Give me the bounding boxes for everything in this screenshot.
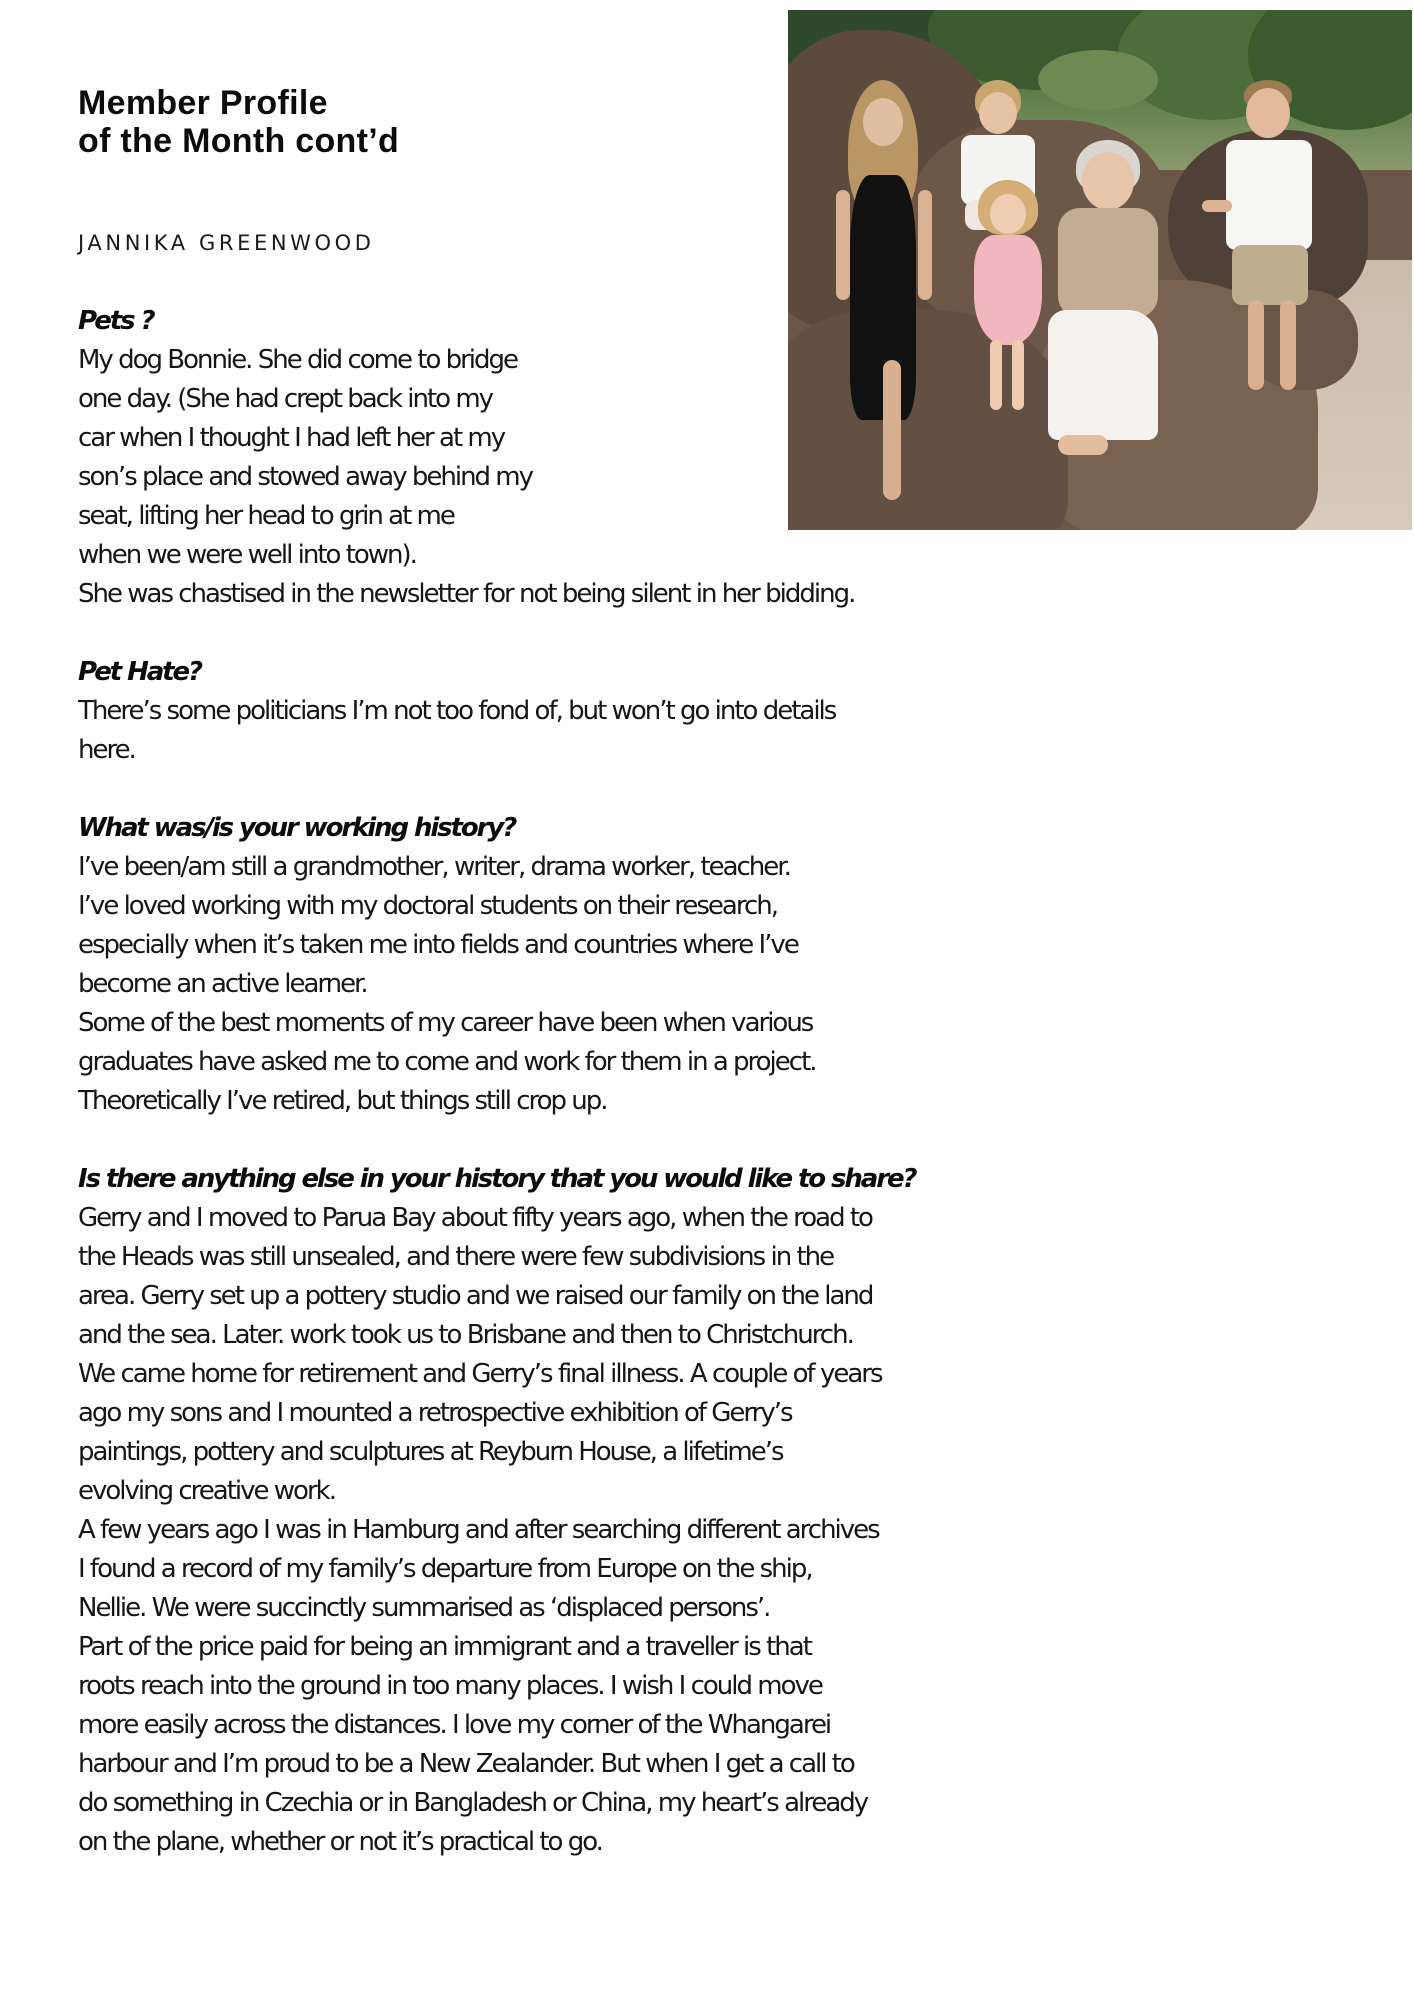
answer-line: more easily across the distances. I love my corner of the Whangarei xyxy=(78,1710,831,1740)
section-history-share xyxy=(78,1160,1318,1862)
answer-line: son’s place and stowed away behind my xyxy=(78,462,533,492)
foliage-clump xyxy=(1038,50,1158,110)
section-pet-hate xyxy=(78,653,1318,770)
answer-line: graduates have asked me to come and work for them in a project. xyxy=(78,1047,816,1077)
answer-line: ago my sons and I mounted a retrospective exhibition of Gerry’s xyxy=(78,1398,792,1428)
answer-line: become an active learner. xyxy=(78,969,367,999)
page-title-line-1: Member Profile xyxy=(78,84,328,122)
face xyxy=(990,194,1026,234)
question-heading: Pet Hate? xyxy=(78,657,202,687)
answer-line: I’ve been/am still a grandmother, writer, drama worker, teacher. xyxy=(78,852,790,882)
answer-line: the Heads was still unsealed, and there were few subdivisions in the xyxy=(78,1242,834,1272)
section-pets xyxy=(78,302,1318,614)
answer-line: Nellie. We were succinctly summarised as ‘displaced persons’. xyxy=(78,1593,770,1623)
face xyxy=(1082,152,1134,210)
answer-line: here. xyxy=(78,735,135,765)
answer-line: There’s some politicians I’m not too fond of, but won’t go into details xyxy=(78,696,836,726)
answer-line: She was chastised in the newsletter for not being silent in her bidding. xyxy=(78,579,855,609)
answer-line: Some of the best moments of my career have been when various xyxy=(78,1008,813,1038)
paragraph-gap xyxy=(78,1121,1318,1160)
shirt xyxy=(1226,140,1312,250)
answer-line: and the sea. Later. work took us to Brisbane and then to Christchurch. xyxy=(78,1320,853,1350)
answer-line: harbour and I’m proud to be a New Zealander. But when I get a call to xyxy=(78,1749,854,1779)
answer-line: Theoretically I’ve retired, but things still crop up. xyxy=(78,1086,607,1116)
answer-line: evolving creative work. xyxy=(78,1476,335,1506)
answer-line: on the plane, whether or not it’s practical to go. xyxy=(78,1827,602,1857)
question-heading: Pets ? xyxy=(78,306,154,336)
shorts xyxy=(1232,245,1308,305)
member-name-byline: JANNIKA GREENWOOD xyxy=(78,231,375,255)
arm xyxy=(1202,200,1232,212)
face xyxy=(863,98,903,146)
question-heading: Is there anything else in your history that you would like to share? xyxy=(78,1164,916,1194)
answer-line: A few years ago I was in Hamburg and after searching different archives xyxy=(78,1515,879,1545)
answer-line: My dog Bonnie. She did come to bridge xyxy=(78,345,518,375)
paragraph-gap xyxy=(78,614,1318,653)
profile-body xyxy=(78,302,1318,1862)
arm xyxy=(836,190,850,300)
answer-line: seat, lifting her head to grin at me xyxy=(78,501,454,531)
answer-line: car when I thought I had left her at my xyxy=(78,423,505,453)
answer-line: especially when it’s taken me into fields and countries where I’ve xyxy=(78,930,798,960)
answer-line: I found a record of my family’s departure from Europe on the ship, xyxy=(78,1554,812,1584)
answer-line: Part of the price paid for being an immigrant and a traveller is that xyxy=(78,1632,811,1662)
answer-line: roots reach into the ground in too many places. I wish I could move xyxy=(78,1671,822,1701)
answer-line: Gerry and I moved to Parua Bay about fifty years ago, when the road to xyxy=(78,1203,872,1233)
face xyxy=(1246,88,1290,138)
answer-line: We came home for retirement and Gerry’s final illness. A couple of years xyxy=(78,1359,882,1389)
arm xyxy=(918,190,932,300)
answer-line: area. Gerry set up a pottery studio and we raised our family on the land xyxy=(78,1281,873,1311)
answer-line: one day. (She had crept back into my xyxy=(78,384,493,414)
section-working-history xyxy=(78,809,1318,1121)
answer-line: I’ve loved working with my doctoral students on their research, xyxy=(78,891,778,921)
page-title-line-2: of the Month cont’d xyxy=(78,122,400,160)
paragraph-gap xyxy=(78,770,1318,809)
answer-line: do something in Czechia or in Bangladesh or China, my heart’s already xyxy=(78,1788,868,1818)
answer-line: when we were well into town). xyxy=(78,540,416,570)
answer-line: paintings, pottery and sculptures at Reyburn House, a lifetime’s xyxy=(78,1437,783,1467)
face xyxy=(979,92,1017,134)
page-title xyxy=(78,84,399,160)
question-heading: What was/is your working history? xyxy=(78,813,516,843)
